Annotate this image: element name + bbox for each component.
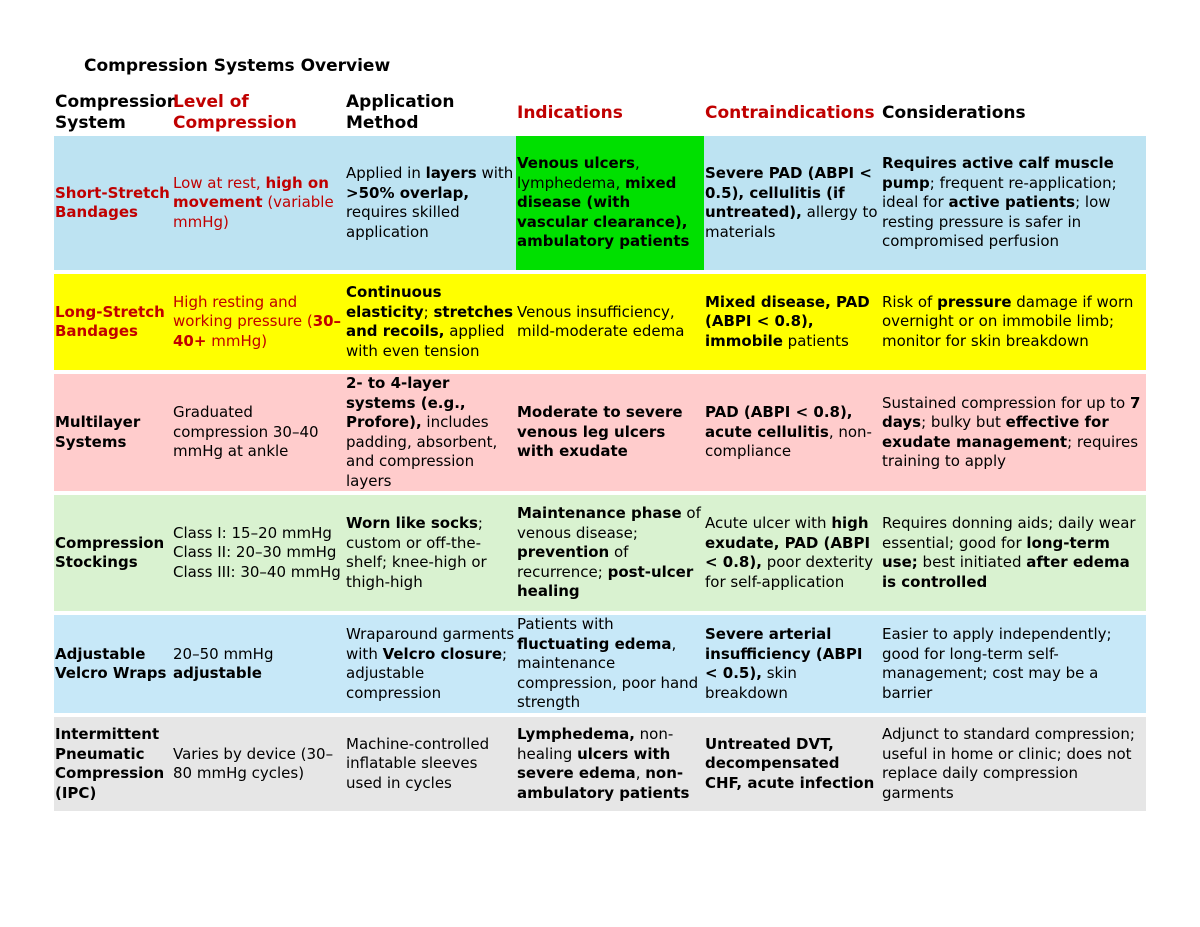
cell-contraindications: Acute ulcer with high exudate, PAD (ABPI < 0.8), poor dexterity for self-application	[704, 495, 881, 615]
cell-considerations: Requires donning aids; daily wear essential; good for long-term use; best initiated after edema is controlled	[881, 495, 1146, 615]
cell-indications: Lymphedema, non-healing ulcers with severe edema, non-ambulatory patients	[516, 717, 704, 815]
header-indications: Indications	[517, 102, 623, 123]
cell-considerations: Easier to apply independently; good for long-term self-management; cost may be a barrier	[881, 615, 1146, 717]
cell-contraindications: Untreated DVT, decompensated CHF, acute infection	[704, 717, 881, 815]
table-row	[54, 615, 1146, 717]
table-row	[54, 495, 1146, 615]
cell-level: 20–50 mmHg adjustable	[172, 615, 345, 717]
cell-considerations: Adjunct to standard compression; useful in home or clinic; does not replace daily compression garments	[881, 717, 1146, 815]
cell-level: Graduated compression 30–40 mmHg at ankle	[172, 374, 345, 495]
cell-level: Class I: 15–20 mmHg Class II: 20–30 mmHg Class III: 30–40 mmHg	[172, 495, 345, 615]
cell-level: Low at rest, high on movement (variable mmHg)	[172, 136, 345, 274]
cell-system: Adjustable Velcro Wraps	[54, 615, 172, 717]
cell-level: High resting and working pressure (30–40+ mmHg)	[172, 274, 345, 374]
header-level: Level of Compression	[173, 92, 297, 133]
cell-method: Machine-controlled inflatable sleeves used in cycles	[345, 717, 516, 815]
cell-contraindications: Mixed disease, PAD (ABPI < 0.8), immobile patients	[704, 274, 881, 374]
cell-indications: Maintenance phase of venous disease; prevention of recurrence; post-ulcer healing	[516, 495, 704, 615]
header-contraindications: Contraindications	[705, 102, 875, 123]
cell-indications: Patients with fluctuating edema, maintenance compression, poor hand strength	[516, 615, 704, 717]
page-title: Compression Systems Overview	[84, 56, 391, 76]
cell-system: Intermittent Pneumatic Compression (IPC)	[54, 717, 172, 815]
cell-indications: Venous insufficiency, mild-moderate edema	[516, 274, 704, 374]
cell-method: Wraparound garments with Velcro closure; adjustable compression	[345, 615, 516, 717]
cell-system: Multilayer Systems	[54, 374, 172, 495]
cell-method: 2- to 4-layer systems (e.g., Profore), includes padding, absorbent, and compression layers	[345, 374, 516, 495]
header-row	[54, 90, 1146, 136]
cell-method: Applied in layers with >50% overlap, requires skilled application	[345, 136, 516, 274]
cell-contraindications: PAD (ABPI < 0.8), acute cellulitis, non-compliance	[704, 374, 881, 495]
cell-system: Long-Stretch Bandages	[54, 274, 172, 374]
cell-system: Short-Stretch Bandages	[54, 136, 172, 274]
header-considerations: Considerations	[882, 102, 1026, 123]
cell-method: Continuous elasticity; stretches and recoils, applied with even tension	[345, 274, 516, 374]
table-row	[54, 136, 1146, 274]
cell-contraindications: Severe arterial insufficiency (ABPI < 0.5), skin breakdown	[704, 615, 881, 717]
table-row	[54, 374, 1146, 495]
table-row	[54, 717, 1146, 815]
cell-considerations: Risk of pressure damage if worn overnight or on immobile limb; monitor for skin breakdown	[881, 274, 1146, 374]
cell-contraindications: Severe PAD (ABPI < 0.5), cellulitis (if untreated), allergy to materials	[704, 136, 881, 274]
table-row	[54, 274, 1146, 374]
cell-system: Compression Stockings	[54, 495, 172, 615]
header-method: Application Method	[346, 92, 455, 133]
compression-table	[54, 90, 1146, 815]
cell-level: Varies by device (30–80 mmHg cycles)	[172, 717, 345, 815]
cell-method: Worn like socks; custom or off-the-shelf; knee-high or thigh-high	[345, 495, 516, 615]
header-system: Compression System	[55, 92, 179, 133]
cell-indications: Moderate to severe venous leg ulcers with exudate	[516, 374, 704, 495]
cell-considerations: Sustained compression for up to 7 days; bulky but effective for exudate management; requires training to apply	[881, 374, 1146, 495]
cell-considerations: Requires active calf muscle pump; frequent re-application; ideal for active patients; low resting pressure is safer in compromised perfusion	[881, 136, 1146, 274]
cell-indications: Venous ulcers, lymphedema, mixed disease (with vascular clearance), ambulatory patients	[516, 136, 704, 274]
